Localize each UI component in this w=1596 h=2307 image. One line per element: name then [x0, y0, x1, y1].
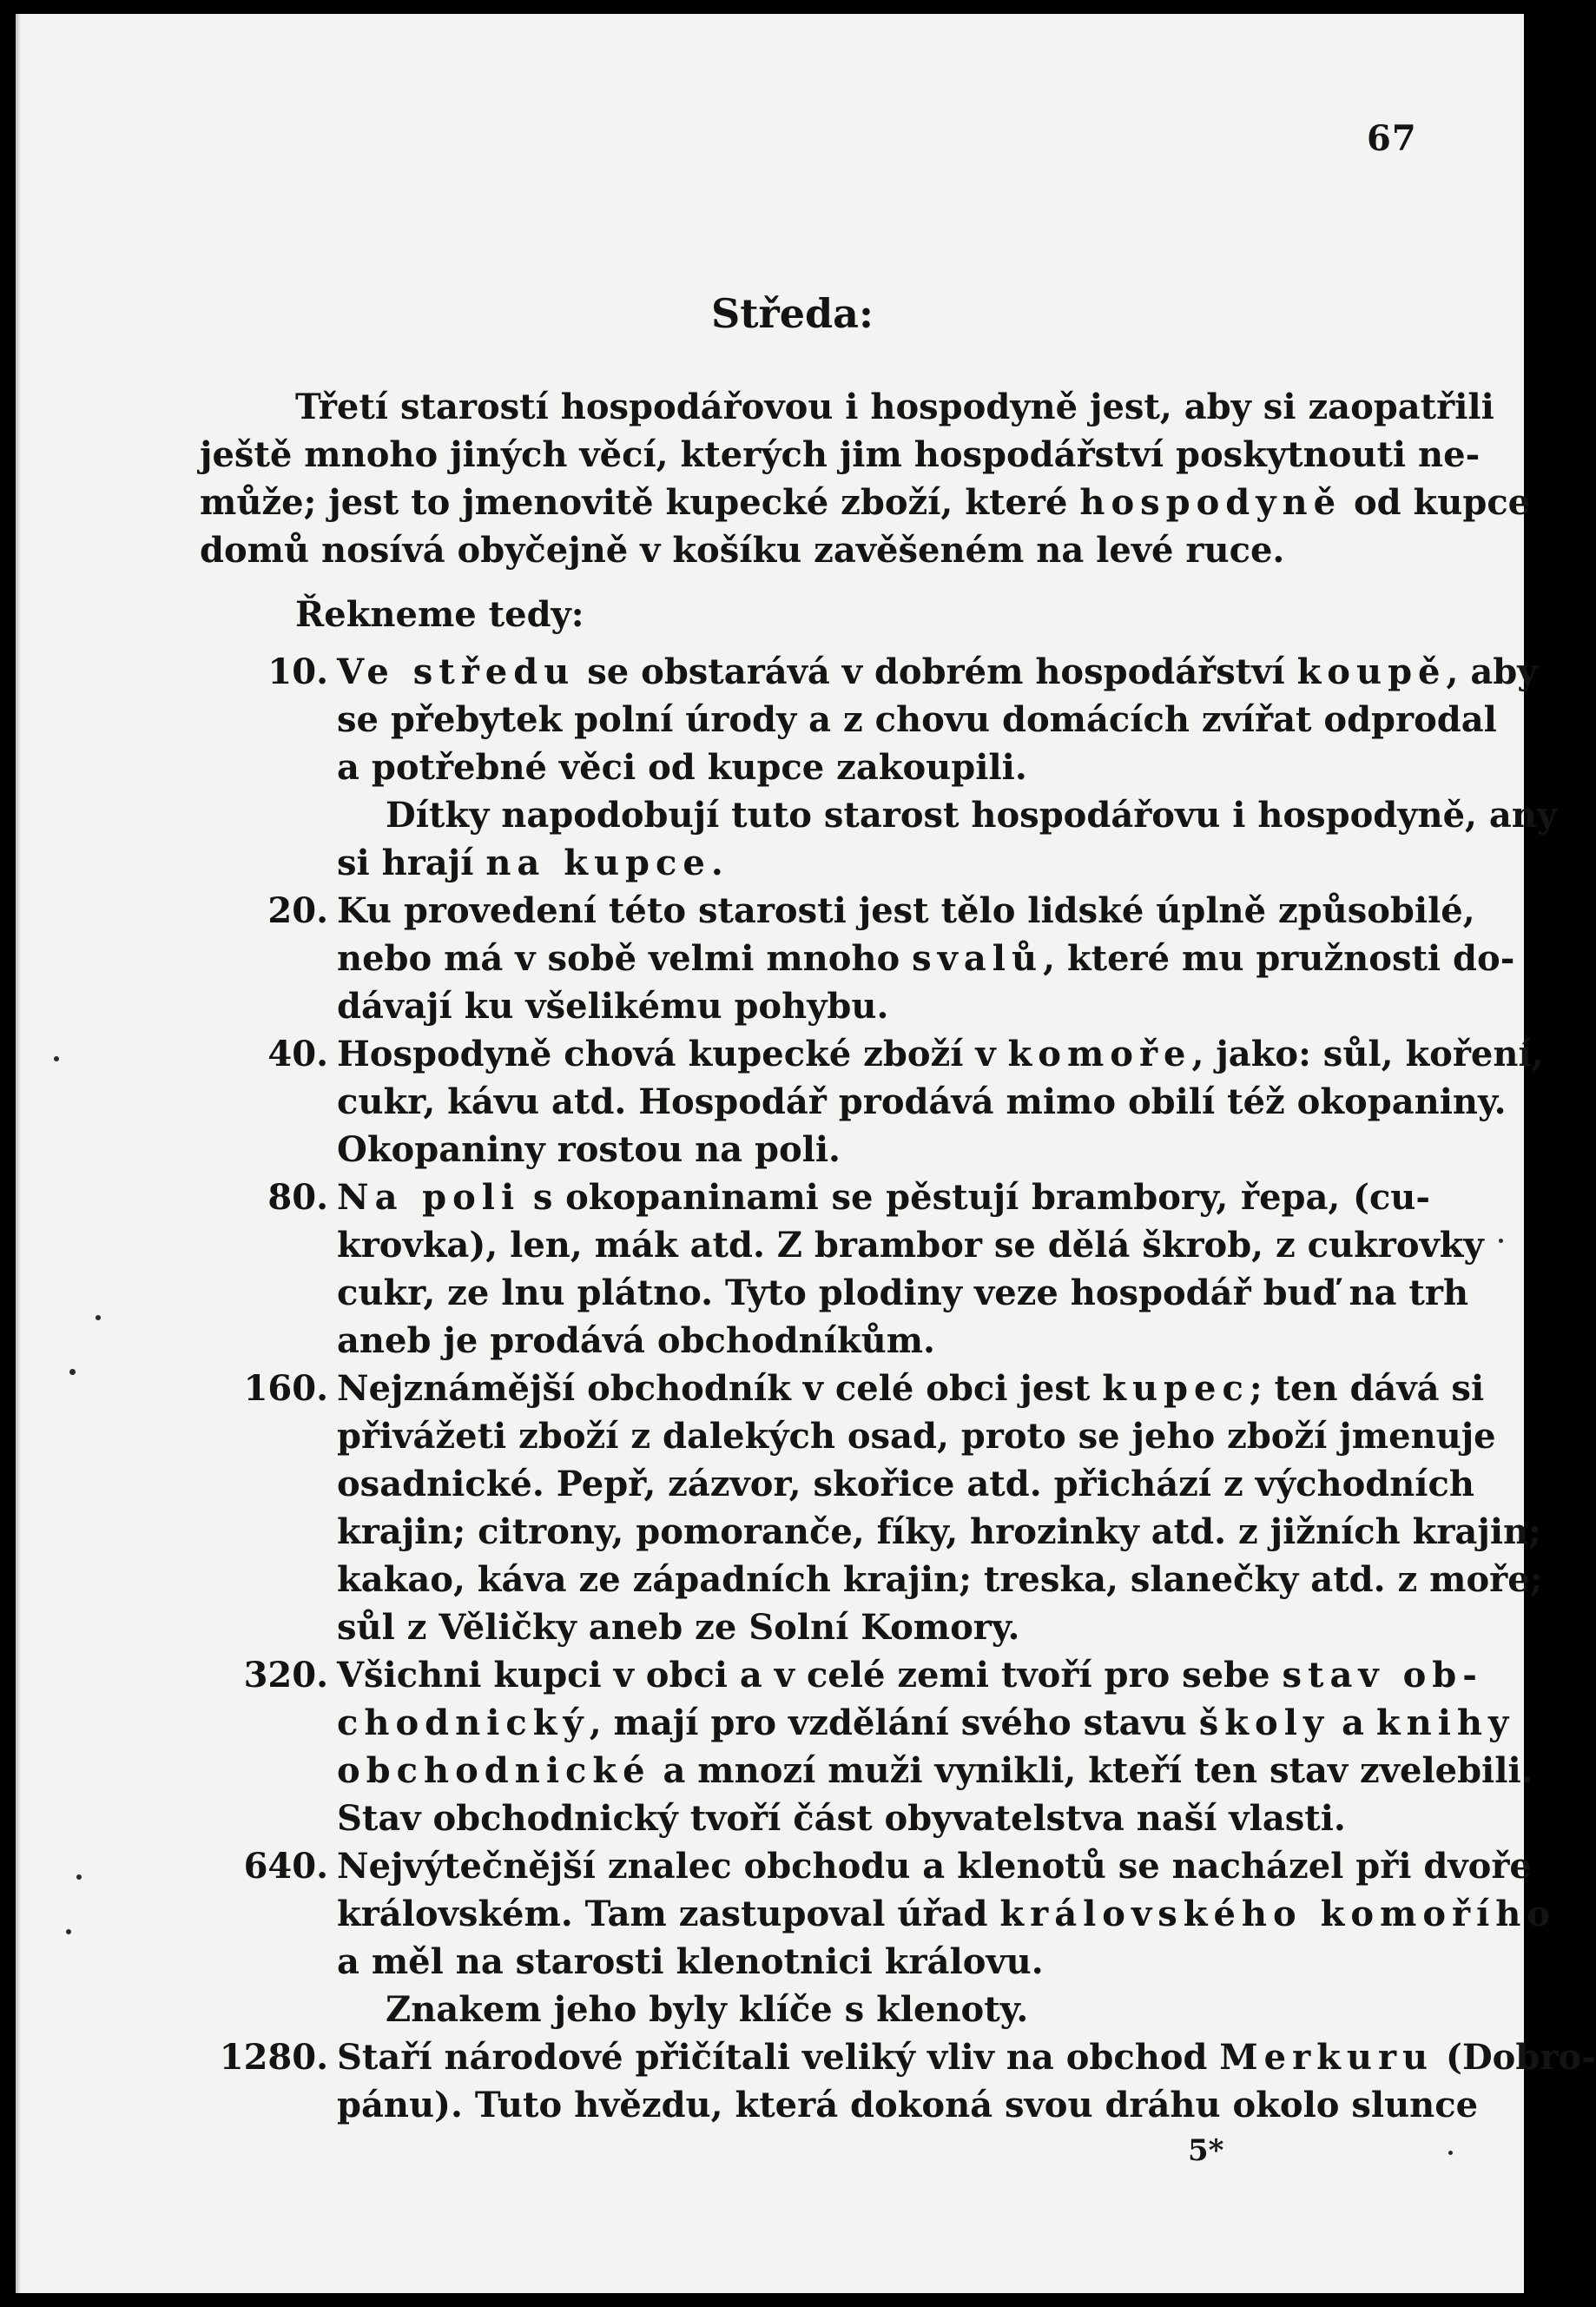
entry-body [337, 1651, 1533, 1842]
entry-body [337, 648, 1558, 887]
spaced-word: komoře [1007, 1034, 1192, 1074]
entry-line [337, 2081, 1479, 2129]
entry [200, 1651, 1533, 1842]
entry-text: Ku provedení této starosti jest tělo lidské úplně způsobilé, [337, 890, 1475, 931]
entry-line [337, 696, 1497, 744]
entry-text: osadnické. Pepř, zázvor, skořice atd. přichází z východních [337, 1464, 1474, 1504]
entry-text: . [710, 843, 723, 883]
entry-number: 640. [243, 1846, 328, 1887]
entry [200, 887, 1515, 1030]
entry-line [337, 887, 1475, 935]
intro-line-part: od kupce [1353, 482, 1531, 523]
entry [200, 1842, 1557, 2033]
entry-text: Stav obchodnický tvoří část obyvatelstva naší vlasti. [337, 1798, 1346, 1839]
entry-text: , které mu pružnosti do- [1043, 938, 1515, 979]
spaced-word: obchodnické [337, 1750, 651, 1791]
entry-number: 160. [243, 1368, 328, 1409]
printer-signature: 5* [1188, 2133, 1224, 2168]
entry-number: 320. [243, 1655, 328, 1696]
entry [200, 1030, 1544, 1173]
entry-text: Dítky napodobují tuto starost hospodářovu i hospodyně, any [386, 795, 1558, 836]
entry-text: ; ten dává si [1249, 1368, 1485, 1409]
entry-line [337, 1078, 1507, 1126]
entry-text: , jako: sůl, koření, [1191, 1034, 1544, 1074]
entry-line [337, 1508, 1541, 1556]
entry-text: krajin; citrony, pomoranče, fíky, hrozinky atd. z jižních krajin; [337, 1511, 1541, 1552]
entry-number: 40. [267, 1034, 328, 1074]
entry-text: sůl z Věličky aneb ze Solní Komory. [337, 1607, 1020, 1648]
entry-text: cukr, ze lnu plátno. Tyto plodiny veze hospodář buď na trh [337, 1272, 1469, 1313]
entry [200, 1365, 1543, 1651]
entry-text: se obstarává v dobrém hospodářství [575, 651, 1297, 692]
book-page [16, 14, 1596, 2293]
entry-text: se přebytek polní úrody a z chovu domácích zvířat odprodal [337, 699, 1497, 740]
entry-line [337, 1269, 1469, 1317]
intro-paragraph [200, 383, 1531, 574]
entry-line [337, 791, 1558, 839]
entry-text: cukr, kávu atd. Hospodář prodává mimo obilí též okopaniny. [337, 1081, 1507, 1122]
entry-line [337, 1795, 1430, 1842]
entry-text: a potřebné věci od kupce zakoupili. [337, 747, 1027, 788]
entry-text: aneb je prodává obchodníkům. [337, 1320, 935, 1361]
paper-speck [96, 1315, 101, 1320]
entry-line [337, 1460, 1474, 1508]
entry-number: 20. [267, 890, 328, 931]
intro-line: domů nosívá obyčejně v košíku zavěšeném na levé ruce. [200, 530, 1285, 571]
entry-line [337, 2033, 1596, 2081]
spaced-word: hospodyně [1079, 482, 1342, 523]
paper-speck [66, 1929, 71, 1934]
spaced-word: stav ob- [1282, 1655, 1483, 1696]
entry [200, 1173, 1484, 1365]
entry-body [337, 2033, 1596, 2129]
entry-body [337, 1173, 1484, 1365]
entry-line [337, 1365, 1485, 1412]
entry-line [337, 935, 1515, 982]
entry-text: a měl na starosti klenotnici královu. [337, 1941, 1044, 1982]
entry-body [337, 1842, 1557, 2033]
entry-text: Okopaniny rostou na poli. [337, 1129, 841, 1170]
paper-speck [76, 1874, 82, 1880]
paper-speck [1499, 1239, 1503, 1243]
intro-line: ještě mnoho jiných věcí, kterých jim hospodářství poskytnouti ne- [200, 434, 1481, 475]
entry-line [337, 1030, 1544, 1078]
entry-text: Hospodyně chová kupecké zboží v [337, 1034, 1008, 1074]
entry-text: kakao, káva ze západních krajin; treska, slanečky atd. z moře; [337, 1559, 1543, 1600]
intro-line-part: může; jest to jmenovitě kupecké zboží, které [200, 482, 1068, 523]
entry-line [337, 982, 1430, 1030]
numbered-entries [200, 648, 1596, 2129]
entry-line [337, 1412, 1496, 1460]
entry-text: Znakem jeho byly klíče s klenoty. [386, 1989, 1029, 2030]
entry-text: si hrají [337, 843, 486, 883]
spaced-word: knihy [1375, 1702, 1515, 1743]
page-edge-shadow [16, 14, 21, 2293]
entry-text: a mnozí muži vynikli, kteří ten stav zvelebili. [650, 1750, 1533, 1791]
entry-line [337, 1986, 1430, 2033]
paper-speck [69, 1369, 76, 1375]
entry-text: královském. Tam zastupoval úřad [337, 1894, 1000, 1934]
entry-text: Nejvýtečnější znalec obchodu a klenotů se nacházel při dvoře [337, 1846, 1532, 1887]
paper-speck [1448, 2151, 1453, 2155]
entry-number: 1280. [219, 2037, 328, 2078]
section-heading: Středa: [711, 290, 874, 337]
spaced-word: Merkuru [1219, 2037, 1434, 2078]
entry-body [337, 887, 1515, 1030]
entry-number: 80. [267, 1177, 328, 1218]
entry-line [337, 1221, 1484, 1269]
entry [200, 648, 1558, 887]
entry-line [337, 1747, 1533, 1795]
entry-line [337, 744, 1430, 791]
spaced-word: školy [1198, 1702, 1330, 1743]
entry-text: Nejznámější obchodník v celé obci jest [337, 1368, 1103, 1409]
entry-text: nebo má v sobě velmi mnoho [337, 938, 913, 979]
spaced-word: svalů [912, 938, 1044, 979]
spaced-word: chodnický [337, 1702, 590, 1743]
entry-text: Staří národové přičítali veliký vliv na obchod [337, 2037, 1220, 2078]
entry-text: a [1329, 1702, 1376, 1743]
page-number: 67 [1367, 118, 1417, 159]
entry-line [337, 1699, 1515, 1747]
intro-line: Třetí starostí hospodářovou i hospodyně jest, aby si zaopatřili [295, 387, 1494, 427]
intro-line [200, 479, 1531, 526]
entry-line [337, 1842, 1532, 1890]
entry-line [337, 1317, 1430, 1365]
entry-line [337, 1890, 1557, 1938]
entry-line [337, 1126, 1430, 1173]
entry-line [337, 1556, 1543, 1603]
entry-body [337, 1030, 1544, 1173]
spaced-word: královského komořího [999, 1894, 1557, 1934]
entry-text: , mají pro vzdělání svého stavu [589, 1702, 1199, 1743]
entry-text: Všichni kupci v obci a v celé zemi tvoří pro sebe [337, 1655, 1283, 1696]
spaced-word: Ve středu [337, 651, 576, 692]
entry-text: přivážeti zboží z dalekých osad, proto se jeho zboží jmenuje [337, 1416, 1496, 1457]
entry-text: dávají ku všelikému pohybu. [337, 986, 889, 1027]
entry-body [337, 1365, 1543, 1651]
spaced-word: kupec [1102, 1368, 1250, 1409]
entry-text: , aby [1446, 651, 1538, 692]
spaced-word: koupě [1296, 651, 1447, 692]
paper-speck [54, 1056, 59, 1061]
entry-line [337, 1938, 1430, 1986]
entry-line [337, 1651, 1483, 1699]
entry-text: (Dobro- [1434, 2037, 1596, 2078]
entry-line [337, 1603, 1430, 1651]
entry-line [337, 1173, 1430, 1221]
entry-text: s okopaninami se pěstují brambory, řepa, (cu- [520, 1177, 1430, 1218]
entry-text: krovka), len, mák atd. Z brambor se dělá škrob, z cukrovky [337, 1225, 1484, 1266]
entry-text: pánu). Tuto hvězdu, která dokoná svou dráhu okolo slunce [337, 2085, 1479, 2125]
entry-number: 10. [267, 651, 328, 692]
entry [200, 2033, 1596, 2129]
lead-line: Řekneme tedy: [295, 594, 584, 635]
entry-line [337, 839, 1430, 887]
spaced-word: na kupce [485, 843, 711, 883]
spaced-word: Na poli [337, 1177, 521, 1218]
entry-line [337, 648, 1538, 696]
